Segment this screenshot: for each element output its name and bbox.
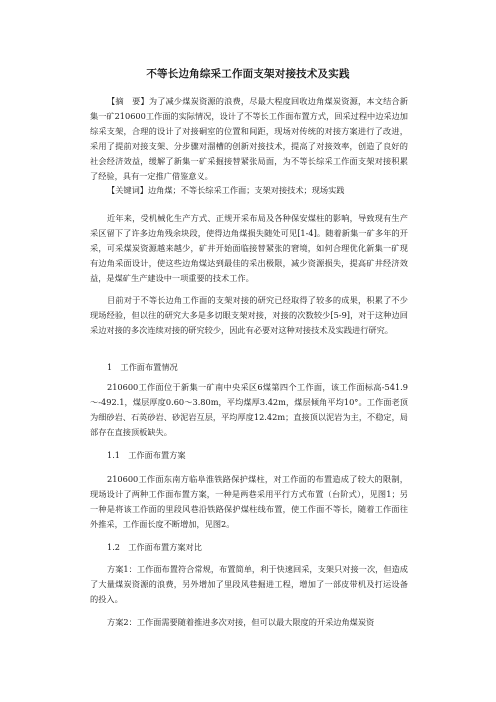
section-1-1-heading: 1.1 工作面布置方案 [107,450,186,460]
section-1-heading: 1 工作面布置情况 [107,362,178,372]
section-1-1-text: 210600工作面东南方临阜淮铁路保护煤柱，对工作面的布置造成了较大的限制，现场设计了两种工作面布置方案，一种是两巷采用平行方式布置（台阶式），见图1；另一种是将该工作面的里段风巷沿铁路保护煤柱线布置，使工作面不等长，随着工作面往外推采，工作面长度不断增加，见图2。 [90,474,408,529]
section-1-text: 210600工作面位于新集一矿南中央采区6煤第四个工作面，该工作面标高-541.9～-492.1，煤层厚度0.60～3.80m，平均煤厚3.42m，煤层倾角平均10°。工作面老顶为细砂岩、石英砂岩、砂泥岩互层，平均厚度12.42m；直接顶以泥岩为主，不稳定，局部存在直接顶板缺失。 [90,382,408,437]
keywords: 【关键词】边角煤；不等长综采工作面；支架对接技术；现场实践 [107,185,345,195]
intro-paragraph-2: 目前对于不等长边角工作面的支架对接的研究已经取得了较多的成果，积累了不少现场经验，但以往的研究大多是多切眼支架对接，对接的次数较少[5-9]，对于这种边回采边对接的多次连续对接的研究较少，因此有必要对这种对接技术及实践进行研究。 [90,295,408,335]
intro-paragraph-1: 近年来，受机械化生产方式、正规开采布局及各种保安煤柱的影响，导致现有生产采区留下了许多边角残余块段，使得边角煤损失随处可见[1-4]。随着新集一矿多年的开采，可采煤炭资源越来越少，矿井开始面临接替紧张的窘境，如何合理优化新集一矿现有边角采面设计，使这些边角煤达到最佳的采出极限，减少资源损失，提高矿井经济效益，是煤矿生产建设中一项重要的技术工作。 [90,213,408,283]
section-1-2-text-1: 方案1：工作面布置符合常规，布置简单，利于快速回采，支架只对接一次，但造成了大量煤炭资源的浪费，另外增加了里段风巷掘进工程，增加了一部皮带机及打运设备的投入。 [90,564,408,604]
paper-title: 不等长边角综采工作面支架对接技术及实践 [146,68,350,80]
section-1-2-text-2: 方案2：工作面需要随着推进多次对接，但可以最大限度的开采边角煤炭资 [107,617,375,627]
abstract: 【摘 要】为了减少煤炭资源的浪费，尽最大程度回收边角煤炭资源，本文结合新集一矿210600工作面的实际情况，设计了不等长工作面布置方式，回采过程中边采边加综采支架，合理的设计了对接硐室的位置和间距，现场对传统的对接方案进行了改进，采用了提前对接支架、分步骤对溜槽的创新对接技术，提高了对接效率，创造了良好的社会经济效益，缓解了新集一矿采掘接替紧张局面，为不等长综采工作面支架对接积累了经验，具有一定推广借鉴意义。 [90,96,408,181]
section-1-2-heading: 1.2 工作面布置方案对比 [107,542,202,552]
